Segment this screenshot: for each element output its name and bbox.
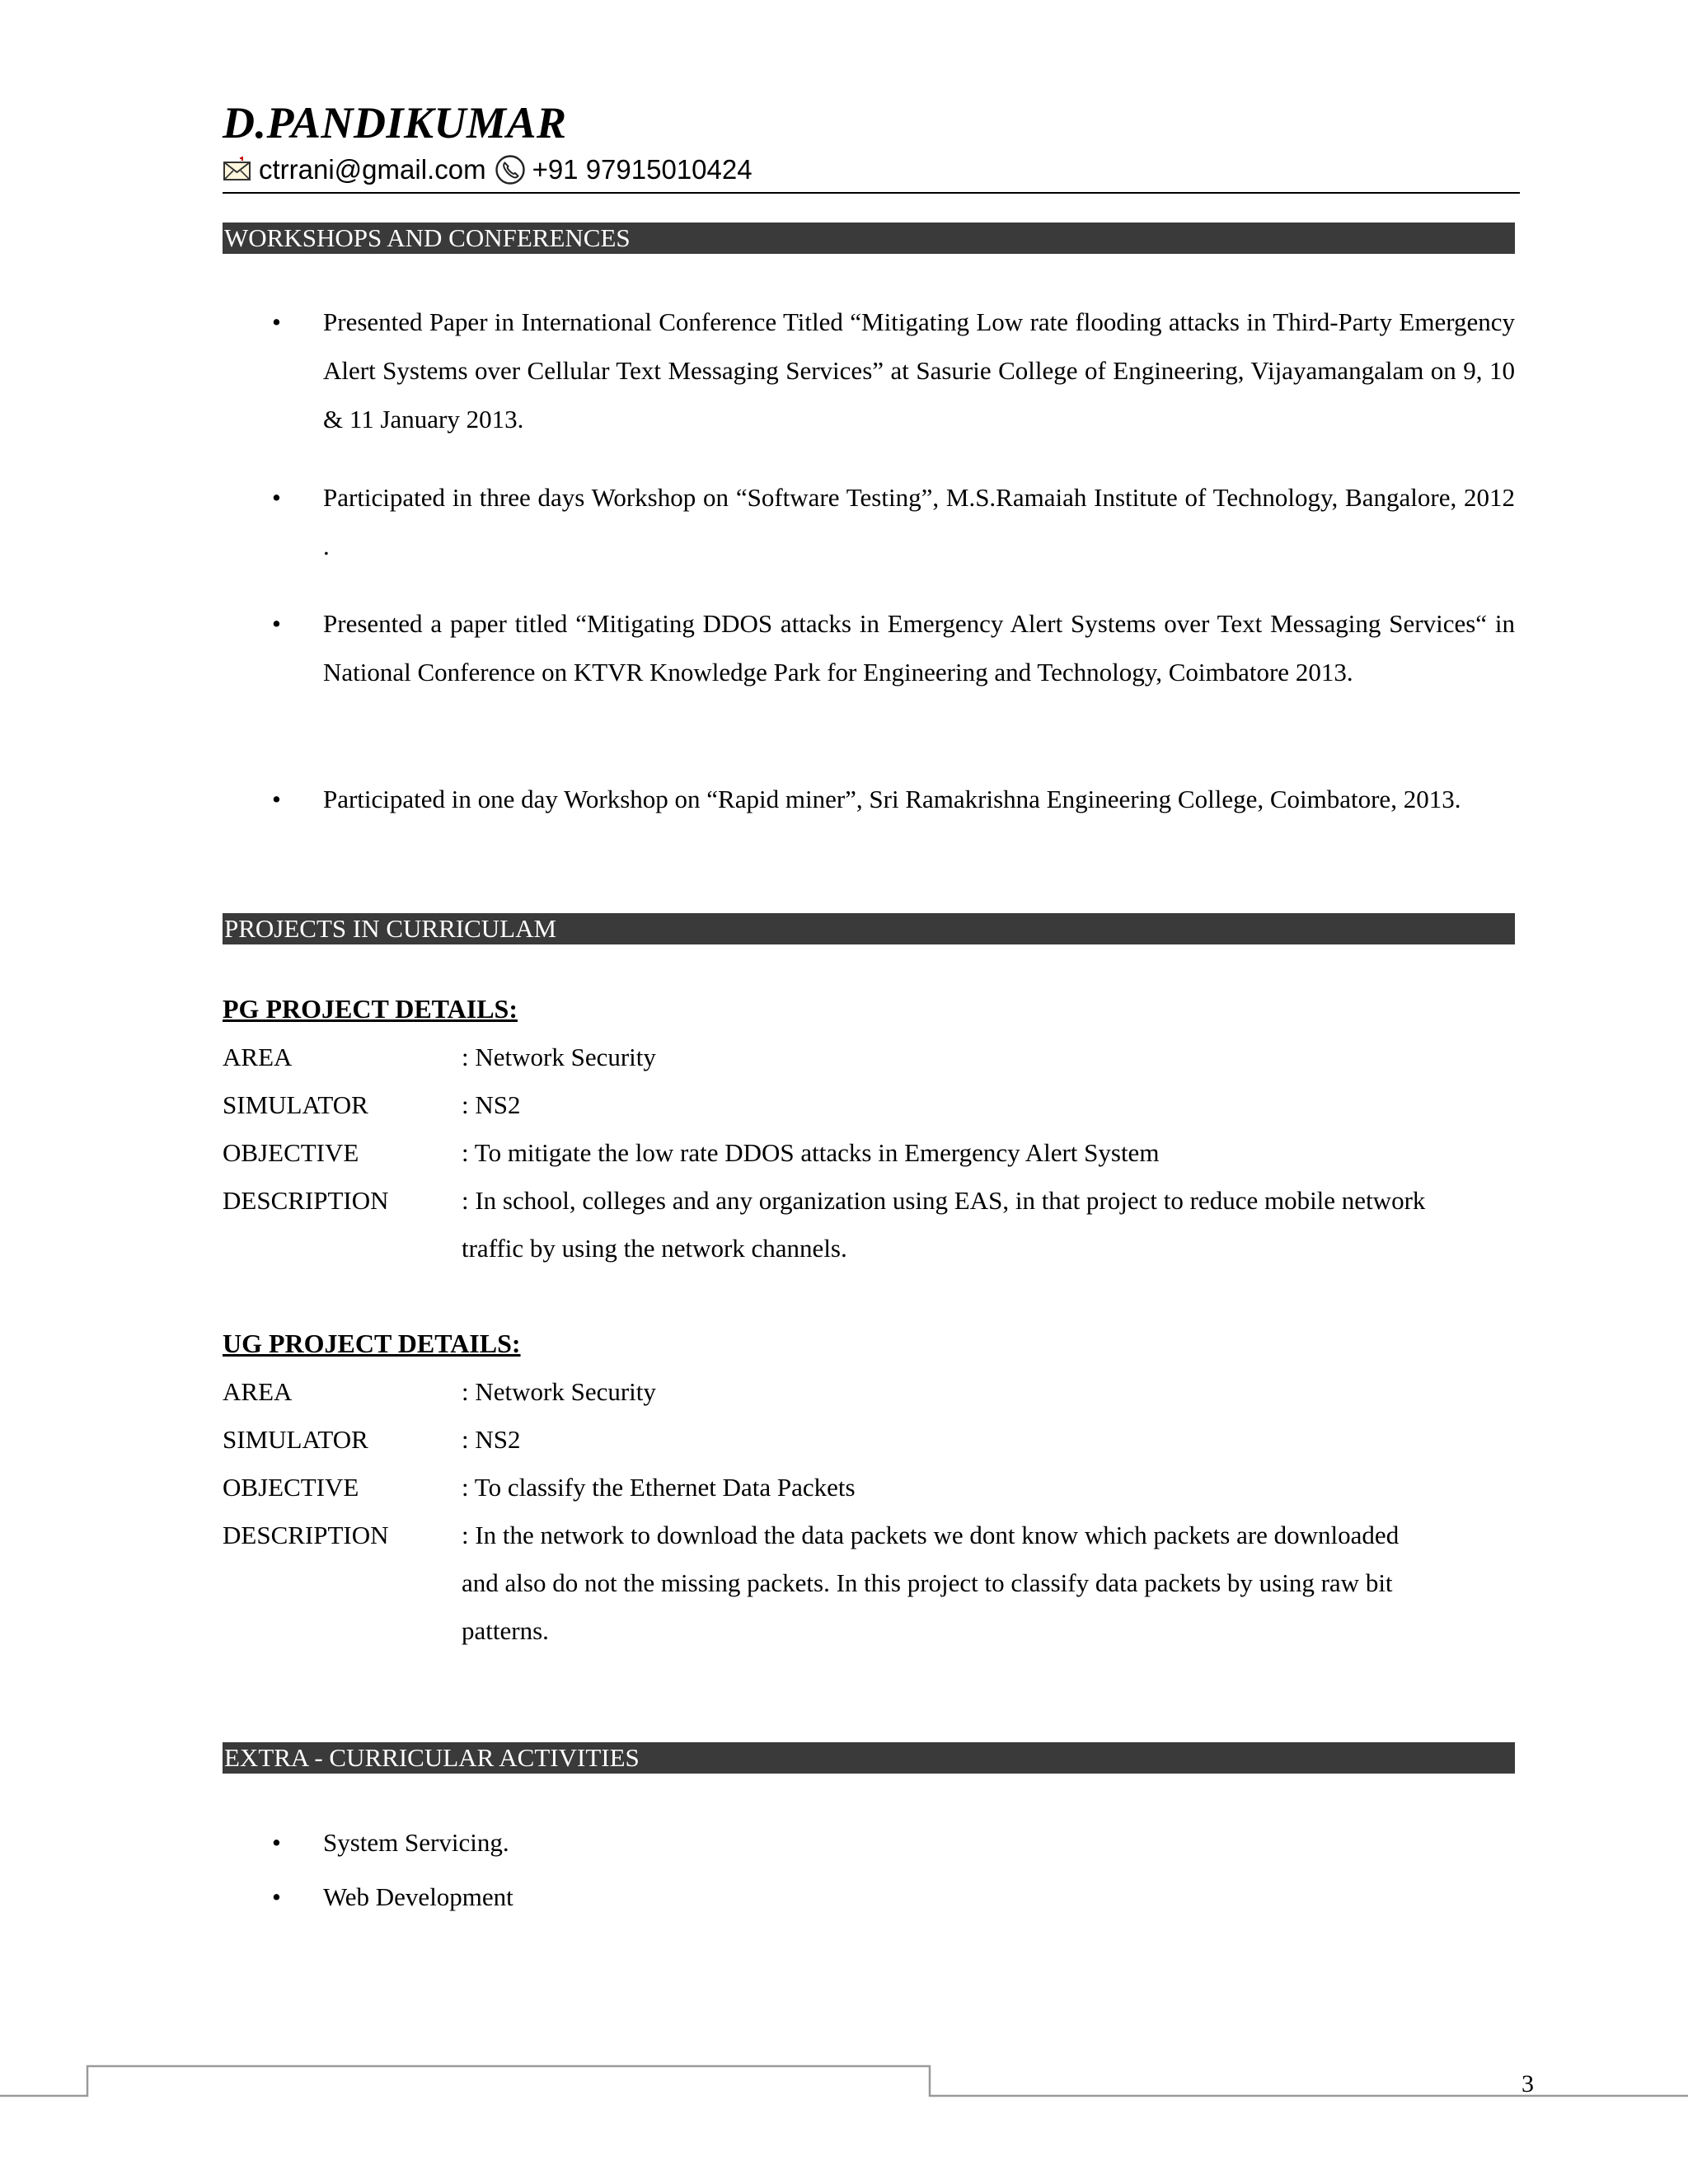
field-value: : Network Security [462,1377,656,1406]
phone-icon [486,154,532,185]
list-item [272,298,1515,443]
field-value: : Network Security [462,1043,656,1071]
list-item [272,1872,1515,1921]
list-item [272,473,1515,570]
bullet-icon: • [272,307,281,336]
section-header-projects: PROJECTS IN CURRICULAM [223,913,1515,944]
bullet-icon: • [272,1828,281,1857]
pg-project-heading: PG PROJECT DETAILS: [223,994,518,1024]
description-line: : In school, colleges and any organization using EAS, in that project to reduce mobile network [462,1186,1426,1215]
activity-entry: Web Development [323,1882,513,1911]
section-header-extra-curricular: EXTRA - CURRICULAR ACTIVITIES [223,1742,1515,1774]
workshop-entry: Participated in three days Workshop on “Software Testing”, M.S.Ramaiah Institute of Technology, Bangalore, 2012 . [323,483,1515,560]
field-label: DESCRIPTION [223,1186,389,1215]
field-value: : To mitigate the low rate DDOS attacks in Emergency Alert System [462,1138,1160,1167]
list-item [272,1818,1515,1867]
table-row [223,1368,1517,1416]
table-row [223,1416,1517,1464]
page-number: 3 [1522,2070,1534,2097]
phone-number[interactable]: +91 97915010424 [532,154,753,185]
bullet-icon: • [272,483,281,512]
bullet-icon: • [272,609,281,638]
bullet-icon: • [272,1882,281,1911]
section-header-workshops: WORKSHOPS AND CONFERENCES [223,223,1515,254]
email-address[interactable]: ctrrani@gmail.com [259,154,486,185]
header-divider [223,192,1520,194]
table-row [223,1081,1517,1129]
table-row [223,1511,1517,1655]
field-label: DESCRIPTION [223,1521,389,1549]
list-item [272,775,1515,823]
field-value: : NS2 [462,1090,521,1119]
workshop-entry: Participated in one day Workshop on “Rapid miner”, Sri Ramakrishna Engineering College, Coimbatore, 2013. [323,785,1461,813]
field-value [462,1177,1517,1272]
field-label: SIMULATOR [223,1090,368,1119]
description-line: patterns. [462,1616,549,1645]
footer-divider [0,2052,1688,2102]
field-label: AREA [223,1043,293,1071]
table-row [223,1177,1517,1272]
field-value: : NS2 [462,1425,521,1454]
list-item [272,599,1515,696]
ug-project-heading: UG PROJECT DETAILS: [223,1329,521,1358]
field-value: : To classify the Ethernet Data Packets [462,1473,856,1502]
activity-entry: System Servicing. [323,1828,509,1857]
contact-line [223,152,753,188]
field-label: SIMULATOR [223,1425,368,1454]
field-label: OBJECTIVE [223,1138,359,1167]
table-row [223,1033,1517,1081]
candidate-name: D.PANDIKUMAR [223,98,567,148]
description-line: traffic by using the network channels. [462,1234,847,1263]
table-row [223,1464,1517,1511]
mail-icon [223,157,259,183]
bullet-icon: • [272,785,281,813]
workshop-entry: Presented Paper in International Conference Titled “Mitigating Low rate flooding attacks in Third-Party Emergency Alert Systems over Cellular Text Messaging Services” at Sasurie College of Engineering, Vijayamangalam on 9, 10 & 11 January 2013. [323,307,1515,434]
field-value [462,1511,1517,1655]
description-line: : In the network to download the data packets we dont know which packets are downloaded [462,1521,1400,1549]
field-label: OBJECTIVE [223,1473,359,1502]
table-row [223,1129,1517,1177]
workshop-entry: Presented a paper titled “Mitigating DDOS attacks in Emergency Alert Systems over Text Messaging Services“ in National Conference on KTVR Knowledge Park for Engineering and Technology, Coimbatore 2013. [323,609,1515,687]
field-label: AREA [223,1377,293,1406]
description-line: and also do not the missing packets. In this project to classify data packets by using raw bit [462,1568,1393,1597]
